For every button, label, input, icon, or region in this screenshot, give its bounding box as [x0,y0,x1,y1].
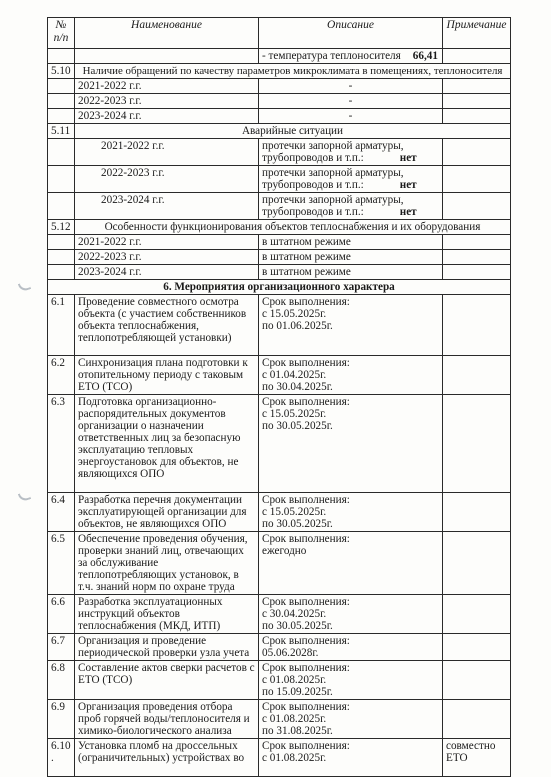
year-cell: 2023-2024 г.г. [75,193,259,220]
item-note [443,356,511,395]
item-note [443,700,511,739]
cell-empty [48,94,75,109]
item-desc [259,356,443,395]
cell-empty [443,235,511,250]
header-num-line1: № [55,19,67,31]
item-name: Синхронизация плана подготовки к отопительному периоду с таковым ЕТО (ТСО) [75,356,259,395]
item-num: 6.3 [48,395,75,493]
table-row [48,250,511,265]
section-title: Аварийные ситуации [75,124,511,139]
section-row-5-12 [48,220,511,235]
table-row [48,109,511,124]
section-num: 5.12 [48,220,75,235]
item-desc [259,700,443,739]
item-desc-line: Срок выполнения: [262,494,350,506]
cell-empty [443,193,511,220]
item-desc-line: по 30.05.2025г. [262,518,333,530]
item-desc-line: с 01.08.2025г. [262,674,327,686]
item-row [48,634,511,661]
year-cell: 2022-2023 г.г. [75,250,259,265]
item-desc-line: с 01.08.2025г. [262,713,327,725]
section-title: Наличие обращений по качеству параметров микроклимата в помещениях, теплоносителя [75,64,511,79]
item-desc-line: с 30.04.2025г. [262,608,327,620]
item-row [48,295,511,356]
year-cell: 2021-2022 г.г. [75,235,259,250]
emergency-desc [259,193,443,220]
table-row [48,166,511,193]
cell-empty [48,235,75,250]
emergency-line2: трубопроводов и т.п.: [262,206,364,218]
table-row [48,193,511,220]
item-desc-line: ежегодно [262,545,307,557]
item-desc [259,595,443,634]
section-title: Особенности функционирования объектов теплоснабжения и их оборудования [75,220,511,235]
desc-cell: - [259,79,443,94]
item-desc-line: по 01.06.2025г. [262,320,333,332]
header-num [48,18,75,49]
cell-empty [443,166,511,193]
item-note [443,634,511,661]
item-num: 6.2 [48,356,75,395]
item-name: Установка пломб на дроссельных (ограничительных) устройствах во [75,739,259,777]
desc-cell: в штатном режиме [259,250,443,265]
item-desc-line: с 15.05.2025г. [262,408,327,420]
item-name: Подготовка организационно-распорядительных документов организации о назначении ответственных лиц за безопасную эксплуатацию тепловых энергоустановок для объектов, не являющихся ОПО [75,395,259,493]
emergency-value: нет [399,206,417,218]
item-desc-line: по 15.09.2025г. [262,686,333,698]
item-name: Разработка перечня документации эксплуатирующей организации для объектов, не являющихся ОПО [75,493,259,532]
section-row-5-11 [48,124,511,139]
cell-empty [443,79,511,94]
item-desc-line: Срок выполнения: [262,533,350,545]
emergency-value: нет [399,179,417,191]
item-desc-line: по 30.05.2025г. [262,420,333,432]
punch-hole-mark [18,280,31,292]
year-cell: 2021-2022 г.г. [75,139,259,166]
desc-cell: в штатном режиме [259,235,443,250]
item-note [443,595,511,634]
item-row [48,595,511,634]
temp-label: - температура теплоносителя [262,50,401,62]
item-note: совместно ЕТО [443,739,511,777]
item-num: 6.5 [48,532,75,595]
item-desc-line: Срок выполнения: [262,635,350,647]
item-row [48,395,511,493]
item-num: 6.6 [48,595,75,634]
item-desc-line: по 30.04.2025г. [262,381,333,393]
desc-cell: в штатном режиме [259,265,443,280]
item-row [48,700,511,739]
item-desc-line: Срок выполнения: [262,740,350,752]
item-desc [259,739,443,777]
cell-empty [75,49,259,64]
year-cell: 2022-2023 г.г. [75,94,259,109]
emergency-value: нет [399,152,417,164]
item-desc-line: с 15.05.2025г. [262,506,327,518]
item-desc [259,295,443,356]
item-row [48,661,511,700]
desc-cell: - [259,94,443,109]
item-name: Проведение совместного осмотра объекта (с участием собственников объекта теплоснабжения, теплопотребляющей установки) [75,295,259,356]
table-row [48,79,511,94]
desc-cell: - [259,109,443,124]
plan-table [47,17,511,777]
cell-empty [48,166,75,193]
item-note [443,532,511,595]
section-6-title: 6. Мероприятия организационного характера [48,280,511,295]
item-desc-line: по 30.05.2025г. [262,620,333,632]
table-row [48,235,511,250]
table-row [48,49,511,64]
item-desc [259,395,443,493]
header-name: Наименование [75,18,259,49]
item-row [48,493,511,532]
item-desc-line: по 31.08.2025г. [262,725,333,737]
item-desc [259,634,443,661]
year-cell: 2022-2023 г.г. [75,166,259,193]
table-header-row [48,18,511,49]
punch-hole-mark [18,490,31,502]
cell-empty [443,139,511,166]
item-desc-line: 05.06.2028г. [262,647,319,659]
item-desc-line: Срок выполнения: [262,662,350,674]
item-desc-line: Срок выполнения: [262,396,350,408]
emergency-line1: протечки запорной арматуры, [262,194,404,206]
year-cell: 2021-2022 г.г. [75,79,259,94]
cell-empty [48,49,75,64]
item-name: Организация проведения отбора проб горячей воды/теплоносителя и химико-биологического анализа [75,700,259,739]
emergency-line2: трубопроводов и т.п.: [262,179,364,191]
cell-empty [443,94,511,109]
cell-empty [443,250,511,265]
item-note [443,493,511,532]
item-num: 6.7 [48,634,75,661]
item-note [443,295,511,356]
item-num: 6.8 [48,661,75,700]
item-desc-line: Срок выполнения: [262,701,350,713]
item-desc [259,532,443,595]
cell-empty [443,265,511,280]
header-num-line2: п/п [53,32,69,44]
emergency-desc [259,139,443,166]
item-desc [259,661,443,700]
section-row-5-10 [48,64,511,79]
item-note [443,395,511,493]
temp-cell [259,49,443,64]
cell-empty [48,265,75,280]
cell-empty [48,193,75,220]
item-desc-line: Срок выполнения: [262,596,350,608]
header-note: Примечание [443,18,511,49]
item-num: 6.9 [48,700,75,739]
cell-empty [48,79,75,94]
section-num: 5.11 [48,124,75,139]
temp-value: 66,41 [412,50,438,62]
item-name: Разработка эксплуатационных инструкций объектов теплоснабжения (МКД, ИТП) [75,595,259,634]
item-num: 6.10 . [48,739,75,777]
cell-empty [443,49,511,64]
item-desc-line: с 01.04.2025г. [262,369,327,381]
item-desc [259,493,443,532]
item-name: Организация и проведение периодической проверки узла учета [75,634,259,661]
item-num: 6.1 [48,295,75,356]
cell-empty [443,109,511,124]
item-desc-line: с 01.08.2025г. [262,752,327,764]
table-row [48,265,511,280]
item-desc-line: Срок выполнения: [262,296,350,308]
year-cell: 2023-2024 г.г. [75,109,259,124]
emergency-line1: протечки запорной арматуры, [262,140,404,152]
item-note [443,661,511,700]
item-row [48,532,511,595]
emergency-desc [259,166,443,193]
table-row [48,94,511,109]
header-description: Описание [259,18,443,49]
item-name: Составление актов сверки расчетов с ЕТО (ТСО) [75,661,259,700]
year-cell: 2023-2024 г.г. [75,265,259,280]
emergency-line1: протечки запорной арматуры, [262,167,404,179]
item-num: 6.4 [48,493,75,532]
section-6-header-row [48,280,511,295]
cell-empty [48,139,75,166]
cell-empty [48,109,75,124]
item-row [48,739,511,777]
table-row [48,139,511,166]
emergency-line2: трубопроводов и т.п.: [262,152,364,164]
item-desc-line: Срок выполнения: [262,357,350,369]
item-name: Обеспечение проведения обучения, проверки знаний лиц, отвечающих за обслуживание теплопотребляющих установок, в т.ч. знаний норм по охране труда [75,532,259,595]
item-desc-line: с 15.05.2025г. [262,308,327,320]
cell-empty [48,250,75,265]
section-num: 5.10 [48,64,75,79]
item-row [48,356,511,395]
